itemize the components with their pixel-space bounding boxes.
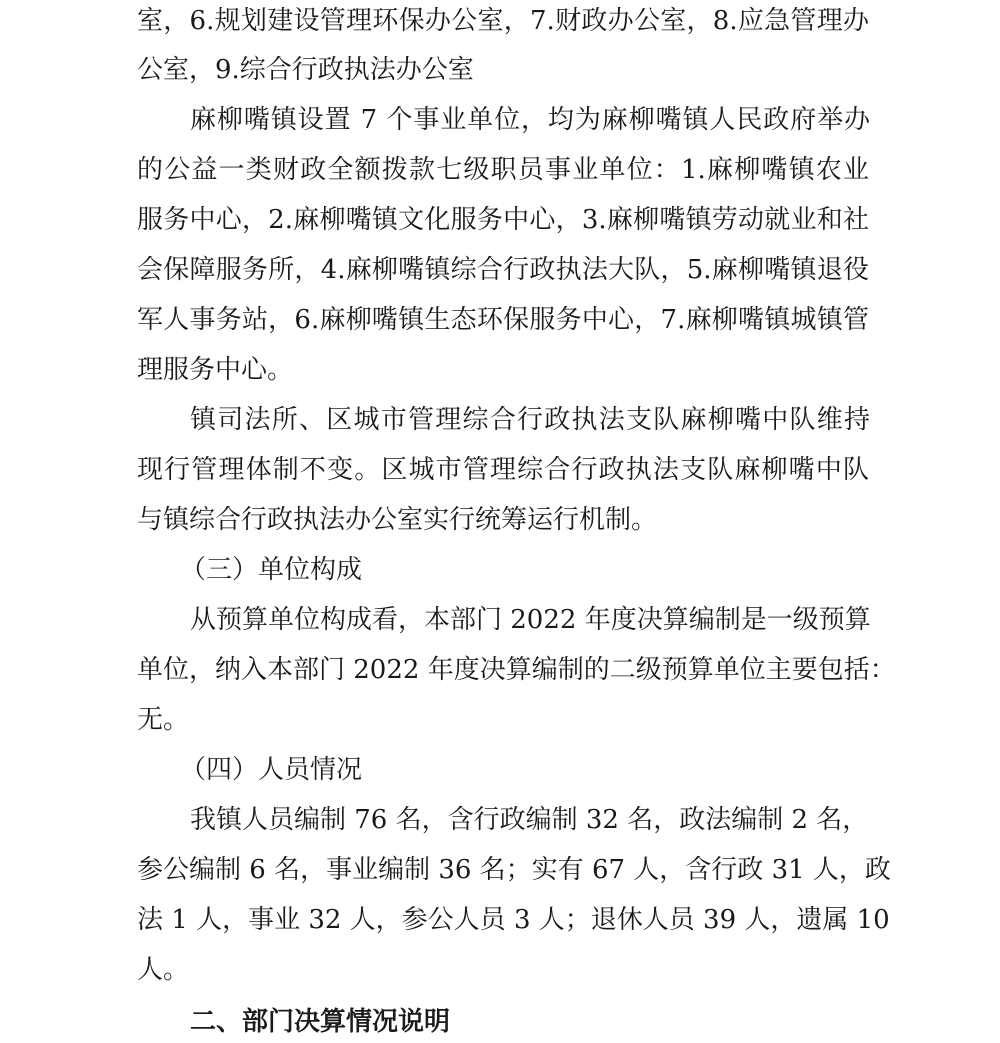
paragraph-line: 麻柳嘴镇设置 7 个事业单位，均为麻柳嘴镇人民政府举办	[190, 105, 870, 135]
paragraph-line: 从预算单位构成看，本部门 2022 年度决算编制是一级预算	[190, 605, 871, 635]
paragraph-line: 军人事务站，6.麻柳嘴镇生态环保服务中心，7.麻柳嘴镇城镇管	[137, 305, 869, 335]
subsection-heading: （三）单位构成	[180, 555, 363, 585]
paragraph-line: 公室，9.综合行政执法办公室	[137, 55, 474, 85]
paragraph-line: 与镇综合行政执法办公室实行统筹运行机制。	[137, 505, 658, 535]
paragraph-line: 人。	[137, 955, 190, 985]
paragraph-line: 无。	[137, 705, 190, 735]
paragraph-line: 镇司法所、区城市管理综合行政执法支队麻柳嘴中队维持	[190, 405, 870, 435]
paragraph-line: 单位，纳入本部门 2022 年度决算编制的二级预算单位主要包括：	[137, 655, 896, 685]
subsection-heading: （四）人员情况	[180, 755, 363, 785]
paragraph-line: 法 1 人，事业 32 人，参公人员 3 人；退休人员 39 人，遗属 10	[137, 905, 890, 935]
paragraph-line: 的公益一类财政全额拨款七级职员事业单位：1.麻柳嘴镇农业	[137, 155, 869, 185]
paragraph-line: 服务中心，2.麻柳嘴镇文化服务中心，3.麻柳嘴镇劳动就业和社	[137, 205, 869, 235]
paragraph-line: 会保障服务所，4.麻柳嘴镇综合行政执法大队，5.麻柳嘴镇退役	[137, 255, 869, 285]
paragraph-line: 室，6.规划建设管理环保办公室，7.财政办公室，8.应急管理办	[137, 6, 869, 36]
paragraph-line: 现行管理体制不变。区城市管理综合行政执法支队麻柳嘴中队	[137, 455, 869, 485]
paragraph-line: 参公编制 6 名，事业编制 36 名；实有 67 人，含行政 31 人，政	[137, 855, 891, 885]
paragraph-line: 我镇人员编制 76 名，含行政编制 32 名，政法编制 2 名，	[190, 805, 869, 835]
paragraph-line: 理服务中心。	[137, 355, 294, 385]
section-heading: 二、部门决算情况说明	[190, 1007, 451, 1037]
